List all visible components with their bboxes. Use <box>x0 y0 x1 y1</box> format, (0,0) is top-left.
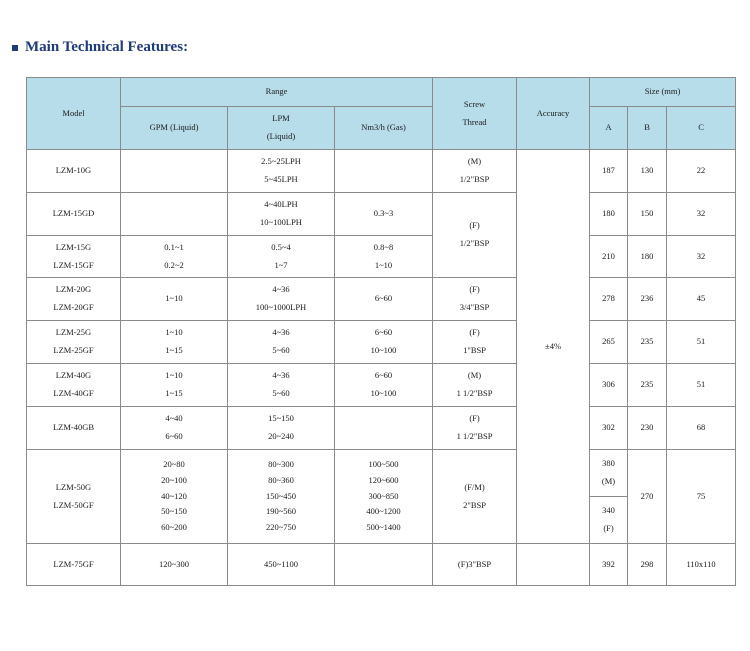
thread-value: (F) <box>469 413 480 424</box>
gpm-value: 60~200 <box>161 522 187 533</box>
gas-value: 300~850 <box>368 490 399 501</box>
gpm-value: 4~40 <box>165 413 183 424</box>
lpm-value: 4~40LPH <box>264 199 298 210</box>
lpm-value: 4~36 <box>272 327 290 338</box>
size-b-cell: 180 <box>628 236 667 278</box>
lpm-value: 10~100LPH <box>260 217 302 227</box>
size-b-cell: 298 <box>628 544 667 586</box>
gas-value: 10~100 <box>370 345 397 355</box>
gpm-value: 0.2~2 <box>164 259 184 270</box>
header-size-c: C <box>667 107 736 150</box>
thread-value: (F) <box>469 284 480 295</box>
thread-value: 1 1/2"BSP <box>456 431 493 441</box>
table-row <box>27 364 736 407</box>
gpm-cell <box>121 364 228 407</box>
size-a-value: 380 <box>602 458 615 469</box>
thread-value: (M) <box>467 370 482 381</box>
model-cell <box>27 364 121 407</box>
lpm-value: 15~150 <box>268 413 294 424</box>
model-value: LZM-15GF <box>53 259 94 270</box>
table-row <box>27 193 736 236</box>
square-bullet-icon <box>12 45 18 51</box>
technical-features-table <box>26 77 736 586</box>
gas-value: 10~100 <box>370 388 397 398</box>
table-row <box>27 150 736 193</box>
size-b-cell: 236 <box>628 278 667 321</box>
thread-cell <box>433 278 517 321</box>
size-c-cell: 51 <box>667 364 736 407</box>
gas-cell <box>335 364 433 407</box>
size-a-value: (M) <box>601 476 616 486</box>
gpm-value: 20~100 <box>161 474 187 485</box>
thread-cell <box>433 150 517 193</box>
lpm-value: 80~300 <box>268 459 294 470</box>
size-a-cell: 302 <box>590 407 628 450</box>
gas-value: 0.8~8 <box>373 241 394 252</box>
size-c-cell: 68 <box>667 407 736 450</box>
lpm-value: 4~36 <box>272 370 290 381</box>
model-cell: LZM-75GF <box>27 544 121 586</box>
size-b-cell: 235 <box>628 321 667 364</box>
lpm-cell <box>228 278 335 321</box>
model-value: LZM-20G <box>55 284 92 295</box>
gas-cell <box>335 236 433 278</box>
lpm-cell <box>228 150 335 193</box>
gpm-cell: 120~300 <box>121 544 228 586</box>
thread-value: 1/2"BSP <box>459 174 490 184</box>
thread-cell <box>433 407 517 450</box>
header-size: Size (mm) <box>590 78 736 107</box>
thread-cell <box>433 321 517 364</box>
lpm-value: 5~60 <box>272 388 290 398</box>
thread-value: (F/M) <box>464 481 485 492</box>
size-c-cell: 45 <box>667 278 736 321</box>
size-a-value: (F) <box>603 523 614 533</box>
thread-cell <box>433 450 517 544</box>
size-b-cell: 150 <box>628 193 667 236</box>
header-model: Model <box>27 78 121 150</box>
gas-cell: 0.3~3 <box>335 193 433 236</box>
lpm-value: 0.5~4 <box>271 241 291 252</box>
size-c-cell: 22 <box>667 150 736 193</box>
size-b-cell: 270 <box>628 450 667 544</box>
gas-value: 500~1400 <box>366 522 401 533</box>
thread-value: (F) <box>469 220 480 231</box>
gpm-cell <box>121 450 228 544</box>
size-c-cell: 51 <box>667 321 736 364</box>
table-row <box>27 544 736 586</box>
model-value: LZM-50G <box>55 481 92 492</box>
table-row <box>27 450 736 497</box>
section-heading <box>12 39 188 56</box>
size-a-cell: 187 <box>590 150 628 193</box>
model-value: LZM-25G <box>55 327 92 338</box>
gpm-value: 50~150 <box>161 506 187 517</box>
lpm-value: 4~36 <box>272 284 290 295</box>
accuracy-cell: ±4% <box>517 150 590 544</box>
size-c-cell: 110x110 <box>667 544 736 586</box>
size-a-value: 340 <box>602 505 615 516</box>
size-b-cell: 130 <box>628 150 667 193</box>
header-thread: Thread <box>462 116 487 127</box>
model-value: LZM-25GF <box>53 345 94 355</box>
gas-cell: 6~60 <box>335 278 433 321</box>
size-a-cell <box>590 450 628 497</box>
gpm-value: 6~60 <box>165 431 183 441</box>
size-a-cell: 392 <box>590 544 628 586</box>
header-range: Range <box>121 78 433 107</box>
lpm-value: 80~360 <box>268 474 294 485</box>
lpm-value: 2.5~25LPH <box>261 156 301 167</box>
gpm-value: 20~80 <box>163 459 185 470</box>
size-a-cell: 180 <box>590 193 628 236</box>
header-screw-thread <box>433 78 517 150</box>
size-a-cell: 265 <box>590 321 628 364</box>
lpm-cell <box>228 236 335 278</box>
accuracy-cell-empty <box>517 544 590 586</box>
thread-value: (F) <box>469 327 480 338</box>
lpm-value: 20~240 <box>268 431 294 441</box>
gpm-cell <box>121 407 228 450</box>
thread-value: 1 1/2"BSP <box>456 388 493 398</box>
size-b-cell: 230 <box>628 407 667 450</box>
gas-value: 400~1200 <box>366 506 401 517</box>
model-value: LZM-15G <box>55 241 92 252</box>
size-a-cell: 306 <box>590 364 628 407</box>
lpm-cell: 450~1100 <box>228 544 335 586</box>
header-gpm: GPM (Liquid) <box>121 107 228 150</box>
model-cell: LZM-10G <box>27 150 121 193</box>
thread-value: 3/4"BSP <box>459 302 490 312</box>
lpm-cell <box>228 193 335 236</box>
model-value: LZM-20GF <box>53 302 94 312</box>
thread-cell <box>433 193 517 278</box>
thread-value: 1/2"BSP <box>459 238 490 248</box>
gpm-cell <box>121 150 228 193</box>
header-size-b: B <box>628 107 667 150</box>
lpm-cell <box>228 407 335 450</box>
gpm-value: 0.1~1 <box>164 241 184 252</box>
gpm-cell: 1~10 <box>121 278 228 321</box>
gas-value: 6~60 <box>374 370 393 381</box>
size-c-cell: 75 <box>667 450 736 544</box>
header-lpm <box>228 107 335 150</box>
gas-value: 120~600 <box>368 474 399 485</box>
thread-cell: (F)3"BSP <box>433 544 517 586</box>
header-lpm-label: LPM <box>272 113 290 124</box>
model-value: LZM-50GF <box>53 499 94 510</box>
lpm-value: 1~7 <box>274 259 288 270</box>
gas-cell <box>335 450 433 544</box>
size-c-cell: 32 <box>667 193 736 236</box>
header-size-a: A <box>590 107 628 150</box>
model-cell <box>27 450 121 544</box>
gpm-value: 40~120 <box>161 490 187 501</box>
lpm-value: 220~750 <box>265 522 297 533</box>
lpm-value: 190~560 <box>265 506 297 517</box>
model-cell <box>27 321 121 364</box>
gpm-cell <box>121 321 228 364</box>
header-nm3h: Nm3/h (Gas) <box>335 107 433 150</box>
thread-cell <box>433 364 517 407</box>
table-row <box>27 321 736 364</box>
model-cell: LZM-40GB <box>27 407 121 450</box>
table-row <box>27 278 736 321</box>
gpm-value: 1~15 <box>165 388 183 398</box>
section-heading-text: Main Technical Features <box>25 39 184 55</box>
gas-value: 6~60 <box>374 327 393 338</box>
lpm-value: 150~450 <box>265 490 297 501</box>
lpm-value: 100~1000LPH <box>255 302 307 312</box>
gpm-cell <box>121 236 228 278</box>
gpm-value: 1~10 <box>165 327 183 338</box>
gas-cell <box>335 150 433 193</box>
model-value: LZM-40GF <box>53 388 94 398</box>
gpm-cell <box>121 193 228 236</box>
gas-value: 100~500 <box>368 459 399 470</box>
table-row <box>27 407 736 450</box>
gas-cell <box>335 407 433 450</box>
lpm-value: 5~45LPH <box>264 174 298 184</box>
table-row <box>27 236 736 278</box>
lpm-cell <box>228 450 335 544</box>
gas-value: 1~10 <box>374 259 393 270</box>
lpm-cell <box>228 364 335 407</box>
gpm-value: 1~15 <box>165 345 183 355</box>
thread-value: 2"BSP <box>463 499 486 510</box>
size-b-cell: 235 <box>628 364 667 407</box>
lpm-value: 5~60 <box>272 345 290 355</box>
lpm-cell <box>228 321 335 364</box>
section-heading-colon: : <box>183 39 189 55</box>
size-a-cell: 210 <box>590 236 628 278</box>
thread-value: (M) <box>467 156 482 167</box>
model-value: LZM-40G <box>55 370 92 381</box>
model-cell: LZM-15GD <box>27 193 121 236</box>
header-lpm-sub: (Liquid) <box>266 131 296 141</box>
size-c-cell: 32 <box>667 236 736 278</box>
thread-value: 1"BSP <box>463 345 486 355</box>
size-a-cell <box>590 497 628 544</box>
header-accuracy: Accuracy <box>517 78 590 150</box>
gas-cell <box>335 544 433 586</box>
gpm-value: 1~10 <box>165 370 183 381</box>
header-screw: Screw <box>463 98 486 109</box>
gas-cell <box>335 321 433 364</box>
model-cell <box>27 278 121 321</box>
model-cell <box>27 236 121 278</box>
size-a-cell: 278 <box>590 278 628 321</box>
